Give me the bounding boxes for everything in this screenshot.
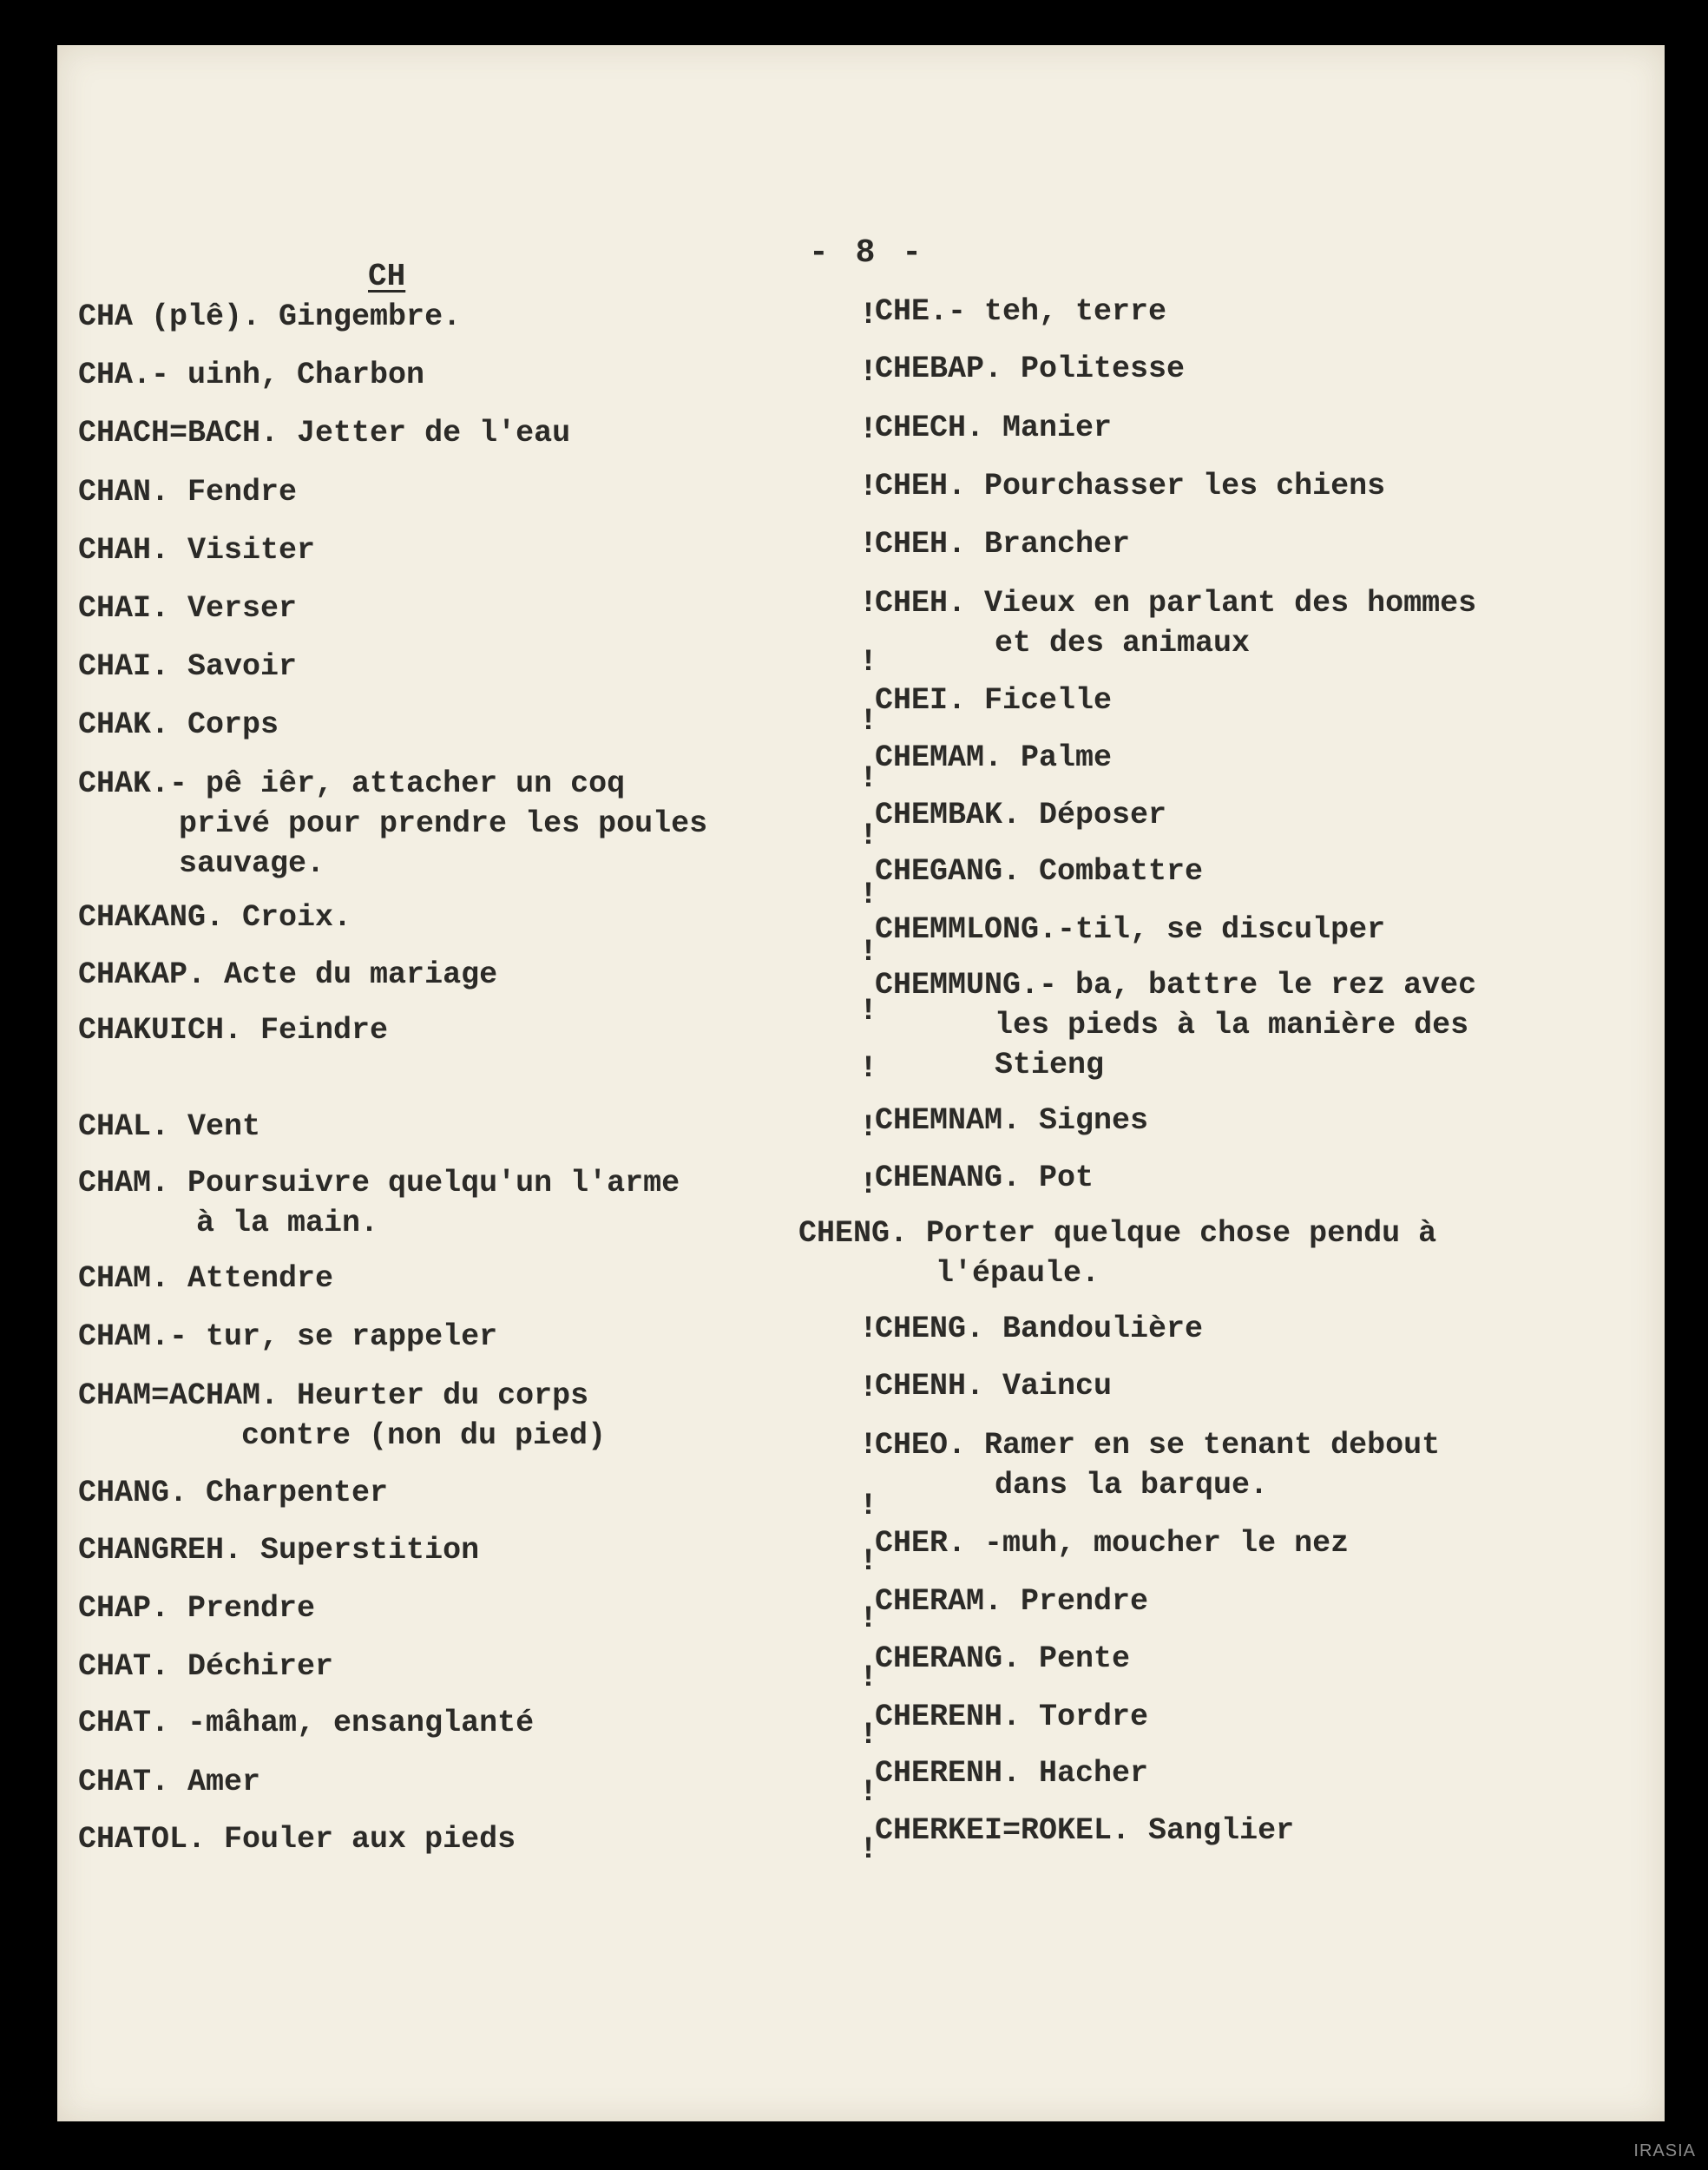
right-entry-line: CHEMMLONG.-til, se disculper: [875, 912, 1386, 947]
right-entry-line: CHEO. Ramer en se tenant debout: [875, 1428, 1441, 1463]
right-entry-line: les pieds à la manière des: [995, 1008, 1469, 1042]
right-entry-line: CHEMMUNG.- ba, battre le rez avec: [875, 968, 1477, 1003]
column-separator-mark: !: [859, 1051, 878, 1086]
left-entry-line: CHAT. Déchirer: [78, 1649, 334, 1684]
left-entry-line: CHAN. Fendre: [78, 475, 298, 510]
column-separator-mark: !: [859, 527, 878, 562]
left-entry-line: CHAM. Poursuivre quelqu'un l'arme: [78, 1166, 680, 1200]
column-separator-mark: !: [859, 586, 878, 621]
column-separator-mark: !: [859, 994, 878, 1029]
column-separator-mark: !: [859, 878, 878, 912]
right-entry-line: CHEMNAM. Signes: [875, 1103, 1149, 1138]
column-separator-mark: !: [859, 935, 878, 970]
left-entry-line: CHAP. Prendre: [78, 1591, 316, 1626]
column-separator-mark: !: [859, 470, 878, 504]
left-entry-line: CHACH=BACH. Jetter de l'eau: [78, 416, 571, 450]
left-entry-line: CHATOL. Fouler aux pieds: [78, 1822, 516, 1857]
right-entry-line: CHERKEI=ROKEL. Sanglier: [875, 1813, 1295, 1848]
left-entry-line: CHAK. Corps: [78, 707, 279, 742]
left-entry-line: CHA.- uinh, Charbon: [78, 358, 425, 392]
right-entry-line: CHEBAP. Politesse: [875, 352, 1186, 386]
left-entry-line: CHAKUICH. Feindre: [78, 1013, 389, 1048]
column-separator-mark: !: [859, 412, 878, 447]
column-separator-mark: !: [859, 1312, 878, 1346]
left-entry-line: CHAT. -mâham, ensanglanté: [78, 1706, 535, 1740]
right-entry-line: Stieng: [995, 1048, 1105, 1082]
right-entry-line: CHEH. Brancher: [875, 527, 1131, 562]
column-separator-mark: !: [859, 1601, 878, 1636]
left-entry-line: privé pour prendre les poules: [179, 806, 708, 841]
column-separator-mark: !: [859, 1110, 878, 1145]
right-entry-line: CHER. -muh, moucher le nez: [875, 1526, 1350, 1561]
right-entry-line: CHENH. Vaincu: [875, 1369, 1113, 1404]
left-entry-line: CHAKANG. Croix.: [78, 900, 352, 935]
column-separator-mark: !: [859, 298, 878, 332]
right-entry-line: CHECH. Manier: [875, 411, 1113, 445]
right-entry-line: CHEMAM. Palme: [875, 740, 1113, 775]
watermark: IRASIA: [1633, 2141, 1696, 2160]
left-entry-line: à la main.: [196, 1206, 379, 1240]
right-entry-line: CHEGANG. Combattre: [875, 854, 1204, 889]
right-entry-line: CHENANG. Pot: [875, 1161, 1094, 1195]
left-entry-line: CHANGREH. Superstition: [78, 1533, 480, 1568]
column-separator-mark: !: [859, 1167, 878, 1202]
page-number: - 8 -: [809, 234, 926, 272]
right-entry-line: CHENG. Bandoulière: [875, 1312, 1204, 1346]
right-entry-line: CHERENH. Hacher: [875, 1756, 1149, 1791]
right-entry-line: CHEI. Ficelle: [875, 683, 1113, 718]
left-entry-line: CHAM=ACHAM. Heurter du corps: [78, 1378, 589, 1413]
column-separator-mark: !: [859, 645, 878, 680]
left-entry-line: CHAT. Amer: [78, 1765, 261, 1799]
document-page: [57, 45, 1665, 2121]
column-separator-mark: !: [859, 1544, 878, 1579]
left-entry-line: CHAKAP. Acte du mariage: [78, 957, 498, 992]
left-entry-line: CHAL. Vent: [78, 1109, 261, 1144]
right-entry-line: CHE.- teh, terre: [875, 294, 1167, 329]
right-entry-line: CHEH. Pourchasser les chiens: [875, 469, 1386, 503]
right-entry-line: CHEH. Vieux en parlant des hommes: [875, 586, 1477, 621]
column-separator-mark: !: [859, 1660, 878, 1695]
right-entry-line: CHEMBAK. Déposer: [875, 798, 1167, 832]
column-separator-mark: !: [859, 1775, 878, 1810]
column-separator-mark: !: [859, 1371, 878, 1405]
column-separator-mark: !: [859, 1718, 878, 1752]
left-entry-line: CHAH. Visiter: [78, 533, 316, 568]
left-entry-line: CHAM.- tur, se rappeler: [78, 1319, 498, 1354]
left-entry-line: CHAK.- pê iêr, attacher un coq: [78, 766, 626, 801]
column-separator-mark: !: [859, 704, 878, 739]
column-separator-mark: !: [859, 761, 878, 796]
left-entry-line: CHANG. Charpenter: [78, 1476, 389, 1510]
left-entry-line: CHAI. Savoir: [78, 649, 298, 684]
left-entry-line: CHAI. Verser: [78, 591, 298, 626]
right-entry-line: dans la barque.: [995, 1468, 1269, 1503]
column-separator-mark: !: [859, 1489, 878, 1523]
section-heading: CH: [368, 259, 406, 294]
right-entry-line: CHENG. Porter quelque chose pendu à: [798, 1216, 1437, 1251]
column-separator-mark: !: [859, 355, 878, 390]
column-separator-mark: !: [859, 819, 878, 853]
right-entry-line: CHERENH. Tordre: [875, 1700, 1149, 1734]
right-entry-line: l'épaule.: [936, 1256, 1100, 1291]
left-entry-line: CHA (plê). Gingembre.: [78, 299, 462, 334]
left-entry-line: contre (non du pied): [241, 1418, 607, 1453]
right-entry-line: CHERANG. Pente: [875, 1641, 1131, 1676]
right-entry-line: CHERAM. Prendre: [875, 1584, 1149, 1619]
left-entry-line: CHAM. Attendre: [78, 1261, 334, 1296]
column-separator-mark: !: [859, 1428, 878, 1463]
column-separator-mark: !: [859, 1832, 878, 1867]
left-entry-line: sauvage.: [179, 846, 325, 881]
right-entry-line: et des animaux: [995, 626, 1251, 661]
